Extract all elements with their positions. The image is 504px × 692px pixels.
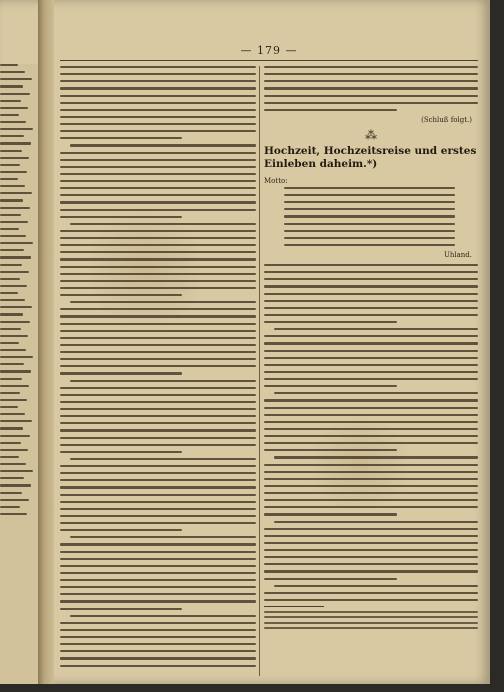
- illegible-text-line: [60, 330, 256, 332]
- illegible-text-line: [60, 323, 256, 325]
- illegible-text-line: [60, 273, 256, 275]
- illegible-text-line: [60, 387, 256, 389]
- illegible-text-line: [60, 194, 256, 196]
- illegible-text-line: [0, 192, 32, 194]
- illegible-text-line: [264, 499, 478, 501]
- illegible-text-line: [0, 157, 29, 159]
- illegible-text-line: [60, 266, 256, 268]
- continuation-note: (Schluß folgt.): [421, 115, 472, 124]
- illegible-text-line: [60, 586, 256, 588]
- left-column-text: [60, 66, 256, 672]
- illegible-text-line: [264, 513, 397, 515]
- illegible-text-line: [60, 372, 182, 374]
- illegible-text-line: [264, 549, 478, 551]
- illegible-text-line: [264, 485, 478, 487]
- illegible-text-line: [264, 342, 478, 344]
- illegible-text-line: [274, 585, 478, 587]
- illegible-text-line: [0, 406, 18, 408]
- illegible-text-line: [264, 599, 478, 601]
- illegible-text-line: [0, 413, 25, 415]
- illegible-text-line: [274, 328, 478, 330]
- illegible-text-line: [0, 463, 26, 465]
- illegible-text-line: [264, 471, 478, 473]
- illegible-text-line: [274, 521, 478, 523]
- illegible-text-line: [264, 556, 478, 558]
- illegible-text-line: [60, 629, 256, 631]
- illegible-text-line: [284, 201, 455, 203]
- illegible-text-line: [264, 95, 478, 97]
- illegible-text-line: [264, 271, 478, 273]
- illegible-text-line: [60, 80, 256, 82]
- illegible-text-line: [264, 578, 397, 580]
- illegible-text-line: [60, 593, 256, 595]
- illegible-text-line: [0, 207, 30, 209]
- illegible-text-line: [0, 292, 18, 294]
- illegible-text-line: [60, 472, 256, 474]
- illegible-text-line: [264, 300, 478, 302]
- illegible-text-line: [0, 64, 18, 66]
- illegible-text-line: [264, 492, 478, 494]
- illegible-text-line: [0, 100, 21, 102]
- illegible-text-line: [0, 335, 28, 337]
- illegible-text-line: [264, 293, 478, 295]
- illegible-text-line: [60, 657, 256, 659]
- illegible-text-line: [60, 494, 256, 496]
- illegible-text-line: [60, 551, 256, 553]
- motto-label: Motto:: [264, 176, 288, 185]
- illegible-text-line: [60, 608, 182, 610]
- illegible-text-line: [264, 357, 478, 359]
- illegible-text-line: [0, 420, 32, 422]
- illegible-text-line: [60, 152, 256, 154]
- illegible-text-line: [70, 615, 256, 617]
- illegible-text-line: [264, 102, 478, 104]
- illegible-text-line: [0, 221, 28, 223]
- illegible-text-line: [264, 506, 478, 508]
- illegible-text-line: [0, 470, 33, 472]
- illegible-text-line: [0, 306, 32, 308]
- page-number: — 179 —: [240, 44, 298, 57]
- illegible-text-line: [60, 230, 256, 232]
- illegible-text-line: [264, 570, 478, 572]
- illegible-text-line: [0, 121, 26, 123]
- illegible-text-line: [60, 216, 182, 218]
- illegible-text-line: [60, 66, 256, 68]
- illegible-text-line: [60, 486, 256, 488]
- illegible-text-line: [60, 650, 256, 652]
- illegible-text-line: [0, 370, 31, 372]
- illegible-text-line: [60, 73, 256, 75]
- illegible-text-line: [0, 356, 33, 358]
- illegible-text-line: [70, 380, 256, 382]
- illegible-text-line: [0, 71, 25, 73]
- illegible-text-line: [60, 201, 256, 203]
- illegible-text-line: [60, 358, 256, 360]
- illegible-text-line: [60, 294, 182, 296]
- illegible-text-line: [60, 415, 256, 417]
- illegible-text-line: [70, 144, 256, 146]
- illegible-text-line: [60, 87, 256, 89]
- column-divider: [259, 66, 260, 676]
- illegible-text-line: [264, 371, 478, 373]
- illegible-text-line: [60, 365, 256, 367]
- illegible-text-line: [60, 444, 256, 446]
- illegible-text-line: [264, 421, 478, 423]
- illegible-text-line: [60, 159, 256, 161]
- illegible-text-line: [0, 171, 27, 173]
- illegible-text-line: [0, 178, 18, 180]
- illegible-text-line: [264, 542, 478, 544]
- illegible-text-line: [0, 185, 25, 187]
- illegible-text-line: [0, 228, 19, 230]
- illegible-text-line: [264, 335, 478, 337]
- illegible-text-line: [60, 522, 256, 524]
- illegible-text-line: [70, 301, 256, 303]
- illegible-text-line: [264, 478, 478, 480]
- illegible-text-line: [0, 321, 30, 323]
- illegible-text-line: [0, 271, 29, 273]
- illegible-text-line: [60, 351, 256, 353]
- illegible-text-line: [0, 492, 22, 494]
- illegible-text-line: [0, 349, 26, 351]
- illegible-text-line: [264, 350, 478, 352]
- illegible-text-line: [70, 458, 256, 460]
- illegible-text-line: [264, 616, 478, 618]
- illegible-text-line: [60, 572, 256, 574]
- illegible-text-line: [0, 214, 21, 216]
- illegible-text-line: [0, 199, 23, 201]
- illegible-text-line: [60, 237, 256, 239]
- illegible-text-line: [264, 378, 478, 380]
- illegible-text-line: [0, 435, 30, 437]
- illegible-text-line: [264, 307, 478, 309]
- illegible-text-line: [60, 422, 256, 424]
- illegible-text-line: [60, 209, 256, 211]
- illegible-text-line: [264, 563, 478, 565]
- page-header: [60, 44, 478, 61]
- illegible-text-line: [264, 622, 478, 624]
- illegible-text-line: [264, 399, 478, 401]
- illegible-text-line: [284, 244, 455, 246]
- illegible-text-line: [60, 429, 256, 431]
- illegible-text-line: [0, 135, 24, 137]
- illegible-text-line: [284, 215, 455, 217]
- illegible-text-line: [264, 414, 478, 416]
- illegible-text-line: [264, 264, 478, 266]
- illegible-text-line: [0, 299, 25, 301]
- illegible-text-line: [60, 166, 256, 168]
- illegible-text-line: [264, 592, 478, 594]
- article-title: Hochzeit, Hochzeitsreise und erstes Einleben daheim.*): [264, 144, 477, 170]
- illegible-text-line: [60, 529, 182, 531]
- illegible-text-line: [60, 116, 256, 118]
- illegible-text-line: [0, 128, 33, 130]
- illegible-text-line: [264, 627, 478, 629]
- illegible-text-line: [0, 242, 33, 244]
- illegible-text-line: [60, 579, 256, 581]
- illegible-text-line: [264, 464, 478, 466]
- illegible-text-line: [0, 264, 22, 266]
- illegible-text-line: [0, 78, 32, 80]
- illegible-text-line: [60, 258, 256, 260]
- illegible-text-line: [0, 456, 19, 458]
- illegible-text-line: [264, 435, 478, 437]
- illegible-text-line: [60, 130, 256, 132]
- illegible-text-line: [264, 80, 478, 82]
- illegible-text-line: [284, 237, 455, 239]
- illegible-text-line: [0, 107, 28, 109]
- illegible-text-line: [0, 285, 27, 287]
- illegible-text-line: [0, 399, 27, 401]
- illegible-text-line: [0, 442, 21, 444]
- illegible-text-line: [60, 643, 256, 645]
- illegible-text-line: [0, 235, 26, 237]
- illegible-text-line: [284, 187, 455, 189]
- illegible-text-line: [60, 515, 256, 517]
- illegible-text-line: [60, 315, 256, 317]
- illegible-text-line: [60, 95, 256, 97]
- illegible-text-line: [60, 109, 256, 111]
- illegible-text-line: [60, 622, 256, 624]
- illegible-text-line: [0, 363, 24, 365]
- illegible-text-line: [60, 543, 256, 545]
- illegible-text-line: [60, 479, 256, 481]
- illegible-text-line: [264, 535, 478, 537]
- illegible-text-line: [284, 230, 455, 232]
- illegible-text-line: [60, 394, 256, 396]
- illegible-text-line: [274, 456, 478, 458]
- illegible-text-line: [0, 513, 27, 515]
- illegible-text-line: [0, 114, 19, 116]
- illegible-text-line: [0, 328, 21, 330]
- illegible-text-line: [60, 636, 256, 638]
- illegible-text-line: [264, 66, 478, 68]
- illegible-text-line: [264, 73, 478, 75]
- illegible-text-line: [60, 102, 256, 104]
- right-column-text: [264, 66, 478, 672]
- illegible-text-line: [60, 308, 256, 310]
- illegible-text-line: [60, 244, 256, 246]
- illegible-text-line: [264, 285, 478, 287]
- illegible-text-line: [60, 401, 256, 403]
- illegible-text-line: [264, 385, 397, 387]
- illegible-text-line: [60, 280, 256, 282]
- illegible-text-line: [60, 287, 256, 289]
- illegible-text-line: [284, 223, 455, 225]
- illegible-text-line: [0, 256, 31, 258]
- illegible-text-line: [60, 408, 256, 410]
- motto-attribution: Uhland.: [443, 251, 472, 259]
- illegible-text-line: [0, 484, 31, 486]
- illegible-text-line: [264, 364, 478, 366]
- illegible-text-line: [60, 501, 256, 503]
- illegible-text-line: [60, 465, 256, 467]
- illegible-text-line: [264, 314, 478, 316]
- illegible-text-line: [0, 449, 28, 451]
- illegible-text-line: [60, 344, 256, 346]
- illegible-text-line: [0, 342, 19, 344]
- illegible-text-line: [0, 378, 22, 380]
- illegible-text-line: [264, 611, 478, 613]
- illegible-text-line: [264, 528, 478, 530]
- illegible-text-line: [0, 392, 20, 394]
- illegible-text-line: [0, 313, 23, 315]
- illegible-text-line: [70, 536, 256, 538]
- illegible-text-line: [284, 194, 455, 196]
- illegible-text-line: [0, 506, 20, 508]
- illegible-text-line: [60, 558, 256, 560]
- illegible-text-line: [274, 392, 478, 394]
- illegible-text-line: [60, 180, 256, 182]
- illegible-text-line: [264, 428, 478, 430]
- illegible-text-line: [264, 278, 478, 280]
- illegible-text-line: [0, 278, 20, 280]
- illegible-text-line: [264, 407, 478, 409]
- illegible-text-line: [264, 442, 478, 444]
- illegible-text-line: [0, 93, 30, 95]
- illegible-text-line: [60, 187, 256, 189]
- illegible-text-line: [264, 321, 397, 323]
- illegible-text-line: [60, 137, 182, 139]
- illegible-text-line: [60, 565, 256, 567]
- illegible-text-line: [0, 499, 29, 501]
- illegible-text-line: [60, 437, 256, 439]
- illegible-text-line: [264, 449, 397, 451]
- illegible-text-line: [60, 508, 256, 510]
- illegible-text-line: [60, 251, 256, 253]
- illegible-text-line: [0, 249, 24, 251]
- illegible-text-line: [264, 109, 397, 111]
- illegible-text-line: [70, 223, 256, 225]
- previous-page-margin: [0, 64, 38, 684]
- book-gutter: [38, 0, 54, 684]
- section-ornament: ⁂: [365, 127, 377, 142]
- illegible-text-line: [0, 427, 23, 429]
- illegible-text-line: [284, 208, 455, 210]
- illegible-text-line: [60, 173, 256, 175]
- illegible-text-line: [0, 150, 22, 152]
- illegible-text-line: [60, 337, 256, 339]
- illegible-text-line: [60, 451, 182, 453]
- illegible-text-line: [0, 85, 23, 87]
- illegible-text-line: [0, 142, 31, 144]
- illegible-text-line: [264, 87, 478, 89]
- footnote-rule: [264, 606, 324, 607]
- illegible-text-line: [60, 600, 256, 602]
- illegible-text-line: [60, 123, 256, 125]
- illegible-text-line: [0, 385, 29, 387]
- illegible-text-line: [0, 164, 20, 166]
- illegible-text-line: [60, 665, 256, 667]
- illegible-text-line: [0, 477, 24, 479]
